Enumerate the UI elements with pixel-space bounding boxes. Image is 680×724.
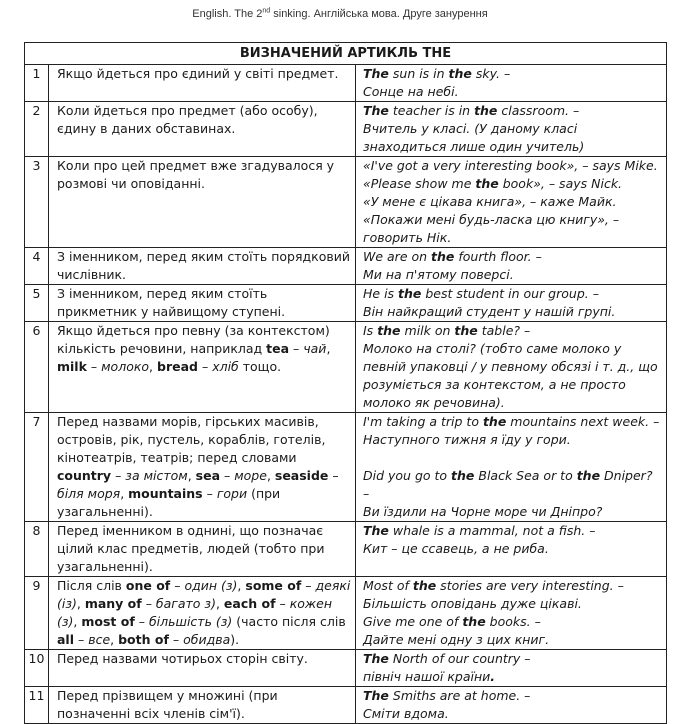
example-line (363, 467, 662, 503)
text-run: Сміти вдома. (363, 706, 449, 721)
text-run: He is (363, 286, 399, 301)
bold-term: all (57, 632, 75, 647)
bold-term: the (451, 468, 475, 483)
text-run: We are on (363, 249, 432, 264)
text-run: Він найкращий студент у нашій групі. (363, 304, 616, 319)
text-run: Give me one of (363, 614, 463, 629)
text-run: – (220, 468, 235, 483)
text-run: teacher is in (388, 103, 475, 118)
text-run: – (86, 359, 102, 374)
bold-term: most of (81, 614, 135, 629)
text-run: Після слів (57, 578, 126, 593)
example-cell (356, 577, 667, 650)
text-run: Перед назвами морів, гірських масивів, островів, рік, пустель, кораблів, готелів, кінотеатрів, театрів; перед словами (57, 414, 326, 465)
italic-translation: море (234, 468, 267, 483)
text-run: З іменником, перед яким стоїть прикметник у найвищому ступені. (57, 286, 286, 319)
rule-cell (49, 102, 356, 157)
example-line (363, 340, 662, 412)
text-run: best student in our group. – (421, 286, 599, 301)
text-run: (при узагальненні). (57, 486, 281, 519)
text-run: ). (230, 632, 240, 647)
article-table (24, 42, 667, 724)
bold-term: the (431, 249, 455, 264)
example-line (363, 687, 662, 705)
example-cell (356, 413, 667, 522)
example-line (363, 413, 662, 431)
example-line (363, 102, 662, 120)
example-line (363, 120, 662, 156)
table-row (25, 522, 667, 577)
row-number: 2 (25, 102, 49, 157)
text-run: Молоко на столі? (тобто саме молоко у певній упаковці / у певному обсязі і т. д., що розуміється за контекстом, а не просто молоко як речовина). (363, 341, 658, 410)
bold-term: bread (157, 359, 198, 374)
example-line (363, 540, 662, 558)
bold-term: mountains (128, 486, 203, 501)
text-run: Dniper? – (363, 468, 653, 501)
example-line (363, 577, 662, 595)
bold-term: The (363, 651, 389, 666)
text-run: , (326, 341, 331, 356)
bold-term: the (576, 468, 601, 483)
text-run: Перед прізвищем у множині (при позначенні всіх членів сім'ї). (57, 688, 278, 721)
table-row (25, 285, 667, 322)
page-header (0, 8, 680, 20)
example-line (363, 449, 662, 467)
bold-term: some of (245, 578, 302, 593)
bold-term: the (412, 578, 437, 593)
italic-translation: за містом (125, 468, 188, 483)
text-run: Перед іменником в однині, що позначає цілий клас предметів, людей (тобто при узагальненні). (57, 523, 325, 574)
row-number: 10 (25, 650, 49, 687)
text-run: – (289, 341, 304, 356)
italic-translation: гори (216, 486, 248, 501)
text-run: Ви їздили на Чорне море чи Дніпро? (363, 504, 603, 519)
text-run: whale is a mammal, not a fish. – (388, 523, 596, 538)
text-run: – (74, 632, 89, 647)
bold-term: one of (125, 578, 171, 593)
text-run: Вчитель у класі. (У даному класі знаходиться лише один учитель) (363, 121, 585, 154)
example-line (363, 83, 662, 101)
text-run: Black Sea or to (474, 468, 577, 483)
italic-translation: один (з) (184, 578, 238, 593)
example-line (363, 193, 662, 211)
example-line (363, 595, 662, 613)
text-run: – (275, 596, 290, 611)
table-row (25, 687, 667, 724)
text-run: З іменником, перед яким стоїть порядковий числівник. (57, 249, 350, 282)
text-run: «I've got a very interesting book», – says Mike. (363, 158, 658, 173)
header-text: English. The 2 (192, 8, 263, 20)
table-body (25, 65, 667, 724)
text-run: Якщо йдеться про певну (за контекстом) кількість речовини, наприклад (57, 323, 330, 356)
text-run: Кит – це ссавець, а не риба. (363, 541, 549, 556)
rule-cell (49, 522, 356, 577)
text-run: – (197, 359, 213, 374)
rule-cell (49, 322, 356, 413)
text-run: «У мене є цікава книга», – каже Майк. (363, 194, 617, 209)
text-run: Most of (363, 578, 413, 593)
table-row (25, 102, 667, 157)
example-line (363, 613, 662, 631)
text-run: – (168, 632, 184, 647)
italic-translation: біля моря (57, 486, 121, 501)
example-cell (356, 248, 667, 285)
text-run: book», – says Nick. (498, 176, 623, 191)
table-title-row (25, 43, 667, 65)
text-run: Сонце на небі. (363, 84, 459, 99)
italic-translation: чай (303, 341, 327, 356)
row-number: 5 (25, 285, 49, 322)
text-run: classroom. – (497, 103, 580, 118)
italic-translation: обидва (183, 632, 231, 647)
header-superscript: nd (262, 7, 271, 15)
text-run: , (120, 486, 129, 501)
row-number: 11 (25, 687, 49, 724)
italic-translation: молоко (101, 359, 150, 374)
example-line (363, 65, 662, 83)
text-run: «Please show me (363, 176, 476, 191)
example-line (363, 431, 662, 449)
text-run: – (328, 468, 339, 483)
table-row (25, 248, 667, 285)
text-run: mountains next week. – (506, 414, 660, 429)
text-run: , (110, 632, 119, 647)
example-cell (356, 285, 667, 322)
rule-cell (49, 248, 356, 285)
italic-translation: багато з) (155, 596, 216, 611)
example-line (363, 631, 662, 649)
table-row (25, 322, 667, 413)
example-line (363, 522, 662, 540)
example-line (363, 650, 662, 668)
bold-term: many of (84, 596, 142, 611)
text-run: North of our country – (388, 651, 531, 666)
bold-term: both of (118, 632, 169, 647)
example-cell (356, 157, 667, 248)
example-line (363, 705, 662, 723)
row-number: 9 (25, 577, 49, 650)
text-run: Smiths are at home. – (388, 688, 531, 703)
text-run: milk on (400, 323, 455, 338)
text-run: , (215, 596, 224, 611)
bold-term: the (482, 414, 507, 429)
italic-translation: все (88, 632, 111, 647)
text-run: I'm taking a trip to (363, 414, 483, 429)
example-cell (356, 65, 667, 102)
example-cell (356, 687, 667, 724)
text-run: sun is in (388, 66, 449, 81)
rule-cell (49, 285, 356, 322)
bold-term: seaside (274, 468, 329, 483)
italic-translation: більшість (з) (148, 614, 233, 629)
rule-cell (49, 650, 356, 687)
example-line (363, 503, 662, 521)
text-run: Did you go to (363, 468, 452, 483)
text-run: тощо. (238, 359, 282, 374)
bold-term: The (363, 523, 389, 538)
header-text-rest: sinking. Англійська мова. Друге занурення (270, 8, 488, 20)
bold-term: the (448, 66, 472, 81)
example-line (363, 211, 662, 247)
example-line (363, 285, 662, 303)
bold-term: the (454, 323, 478, 338)
example-line (363, 157, 662, 175)
text-run: fourth floor. – (454, 249, 542, 264)
row-number: 1 (25, 65, 49, 102)
bold-term: sea (195, 468, 221, 483)
example-cell (356, 102, 667, 157)
table-title: ВИЗНАЧЕНИЙ АРТИКЛЬ THE (25, 43, 667, 65)
text-run: , (73, 614, 82, 629)
text-run: – (170, 578, 185, 593)
text-run: Перед назвами чотирьох сторін світу. (57, 651, 308, 666)
bold-term: country (57, 468, 112, 483)
example-cell (356, 650, 667, 687)
row-number: 7 (25, 413, 49, 522)
bold-term: The (363, 66, 389, 81)
rule-cell (49, 577, 356, 650)
text-run: books. – (485, 614, 541, 629)
italic-translation: кожен (з) (57, 596, 333, 629)
bold-term: the (398, 286, 422, 301)
example-line (363, 668, 662, 686)
bold-term: tea (266, 341, 290, 356)
example-cell (356, 522, 667, 577)
text-run: Дайте мені одну з цих книг. (363, 632, 550, 647)
text-run: (часто після слів (232, 614, 346, 629)
italic-translation: деякі (із) (57, 578, 351, 611)
text-run: – (301, 578, 316, 593)
text-run: «Покажи мені будь-ласка цю книгу», – говорить Нік. (363, 212, 620, 245)
text-run: Коли про цей предмет вже згадувалося у розмові чи оповіданні. (57, 158, 335, 191)
example-line (363, 303, 662, 321)
italic-translation: хліб (212, 359, 239, 374)
bold-term: each of (223, 596, 276, 611)
row-number: 6 (25, 322, 49, 413)
example-line (363, 248, 662, 266)
example-cell (356, 322, 667, 413)
text-run: , (187, 468, 196, 483)
bold-term: the (474, 103, 498, 118)
text-run: stories are very interesting. – (436, 578, 624, 593)
example-line (363, 175, 662, 193)
text-run: Коли йдеться про предмет (або особу), єдину в даних обставинах. (57, 103, 318, 136)
example-line (363, 266, 662, 284)
bold-term: . (490, 669, 496, 684)
text-run: sky. – (471, 66, 511, 81)
table-row (25, 413, 667, 522)
table-row (25, 157, 667, 248)
text-run: – (202, 486, 217, 501)
text-run: Ми на п'ятому поверсі. (363, 267, 514, 282)
example-line (363, 322, 662, 340)
text-run: Якщо йдеться про єдиний у світі предмет. (57, 66, 339, 81)
bold-term: the (462, 614, 486, 629)
bold-term: the (377, 323, 401, 338)
rule-cell (49, 687, 356, 724)
text-run: , (149, 359, 157, 374)
bold-term: milk (57, 359, 87, 374)
rule-cell (49, 65, 356, 102)
text-run: – (134, 614, 149, 629)
text-run: Наступного тижня я їду у гори. (363, 432, 571, 447)
text-run: Is (363, 323, 378, 338)
text-run: , (237, 578, 246, 593)
text-run: – (141, 596, 156, 611)
text-run: – (111, 468, 126, 483)
table-row (25, 577, 667, 650)
rule-cell (49, 157, 356, 248)
bold-term: the (475, 176, 499, 191)
text-run: , (266, 468, 275, 483)
text-run: північ нашої країни (363, 669, 491, 684)
row-number: 4 (25, 248, 49, 285)
bold-term: The (363, 688, 389, 703)
table-row (25, 650, 667, 687)
text-run: Більшість оповідань дуже цікаві. (363, 596, 582, 611)
rule-cell (49, 413, 356, 522)
text-run: table? – (477, 323, 531, 338)
table-row (25, 65, 667, 102)
text-run: , (76, 596, 85, 611)
row-number: 8 (25, 522, 49, 577)
row-number: 3 (25, 157, 49, 248)
bold-term: The (363, 103, 389, 118)
